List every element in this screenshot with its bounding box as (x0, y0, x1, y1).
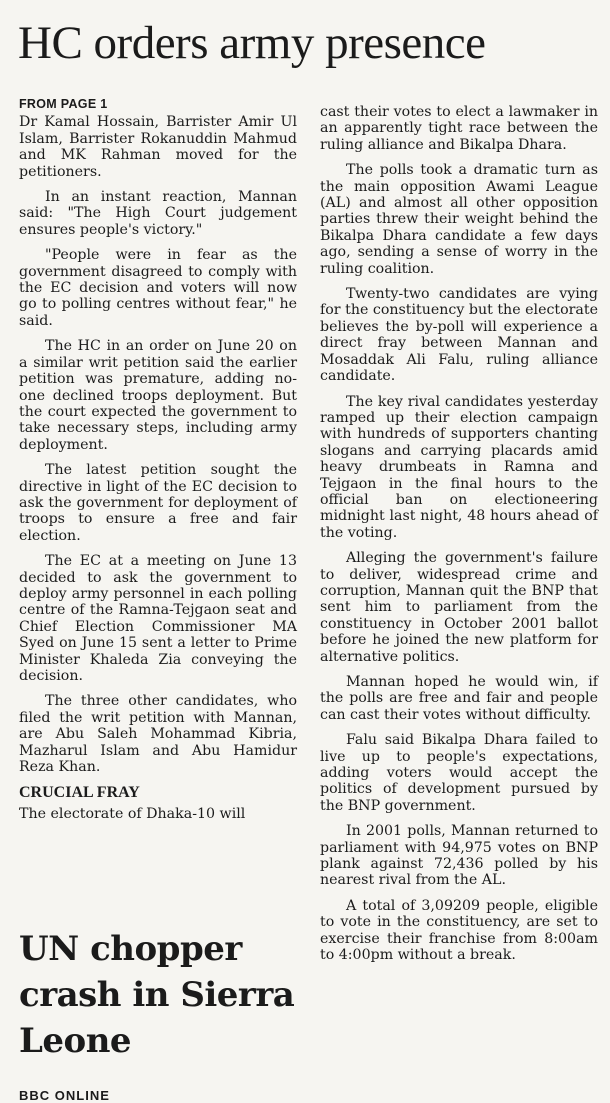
paragraph: The electorate of Dhaka-10 will (19, 806, 246, 823)
paragraph: The three other candidates, who filed the writ petition with Mannan, are Abu Saleh Mohammad Kibria, Mazharul Islam and Abu Hamidur Reza Khan. (19, 693, 297, 776)
paragraph: The EC at a meeting on June 13 decided to ask the government to deploy army personnel in each polling centre of the Ramna-Tejgaon seat and Chief Election Commissioner MA Syed on June 15 sent a letter to Prime Minister Khaleda Zia conveying the decision. (19, 553, 297, 684)
second-story-headline: UN chopper crash in Sierra Leone (19, 929, 295, 1061)
paragraph: A total of 3,09209 people, eligible to vote in the constituency, are set to exercise their franchise from 8:00am to 4:00pm without a break. (320, 897, 598, 964)
paragraph: In an instant reaction, Mannan said: "The High Court judgement ensures people's victory." (19, 189, 297, 238)
paragraph: The latest petition sought the directive in light of the EC decision to ask the government for deployment of troops to ensure a free and fair election. (19, 462, 297, 544)
paragraph: Falu said Bikalpa Dhara failed to live up to people's expectations, adding voters would accept the politics of development pursued by the BNP government. (320, 732, 598, 814)
paragraph: In 2001 polls, Mannan returned to parliament with 94,975 votes on BNP plank against 72,436 polled by his nearest rival from the AL. (320, 823, 598, 889)
paragraph: Alleging the government's failure to deliver, widespread crime and corruption, Mannan quit the BNP that sent him to parliament from the constituency in October 2001 ballot before he joined the new platform for alternative politics. (320, 550, 598, 665)
paragraph: The polls took a dramatic turn as the main opposition Awami League (AL) and almost all other opposition parties threw their weight behind the Bikalpa Dhara candidate a few days ago, sending a sense of worry in the ruling coalition. (320, 162, 598, 277)
paragraph: Twenty-two candidates are vying for the constituency but the electorate believes the by-poll will experience a direct fray between Mannan and Mosaddak Ali Falu, ruling alliance candidate. (320, 286, 598, 385)
subhead: CRUCIAL FRAY (19, 784, 140, 802)
paragraph: "People were in fear as the government disagreed to comply with the EC decision and voters will now go to polling centres without fear," he said. (19, 247, 297, 329)
paragraph: The key rival candidates yesterday ramped up their election campaign with hundreds of supporters chanting slogans and carrying placards amid heavy drumbeats in Ramna and Tejgaon in the final hours to the official ban on electioneering midnight last night, 48 hours ahead of the voting. (320, 393, 598, 541)
headline: HC orders army presence (18, 17, 486, 69)
paragraph: Dr Kamal Hossain, Barrister Amir Ul Islam, Barrister Rokanuddin Mahmud and MK Rahman moved for the petitioners. (19, 114, 297, 180)
paragraph: cast their votes to elect a lawmaker in an apparently tight race between the ruling alliance and Bikalpa Dhara. (320, 104, 598, 153)
right-column (320, 104, 598, 973)
kicker: FROM PAGE 1 (19, 97, 108, 111)
byline: BBC ONLINE (19, 1088, 110, 1103)
paragraph: Mannan hoped he would win, if the polls are free and fair and people can cast their votes without difficulty. (320, 674, 598, 723)
left-column (19, 96, 297, 832)
paragraph: The HC in an order on June 20 on a similar writ petition said the earlier petition was premature, adding no-one declined troops deployment. But the court expected the government to take necessary steps, including army deployment. (19, 338, 297, 453)
